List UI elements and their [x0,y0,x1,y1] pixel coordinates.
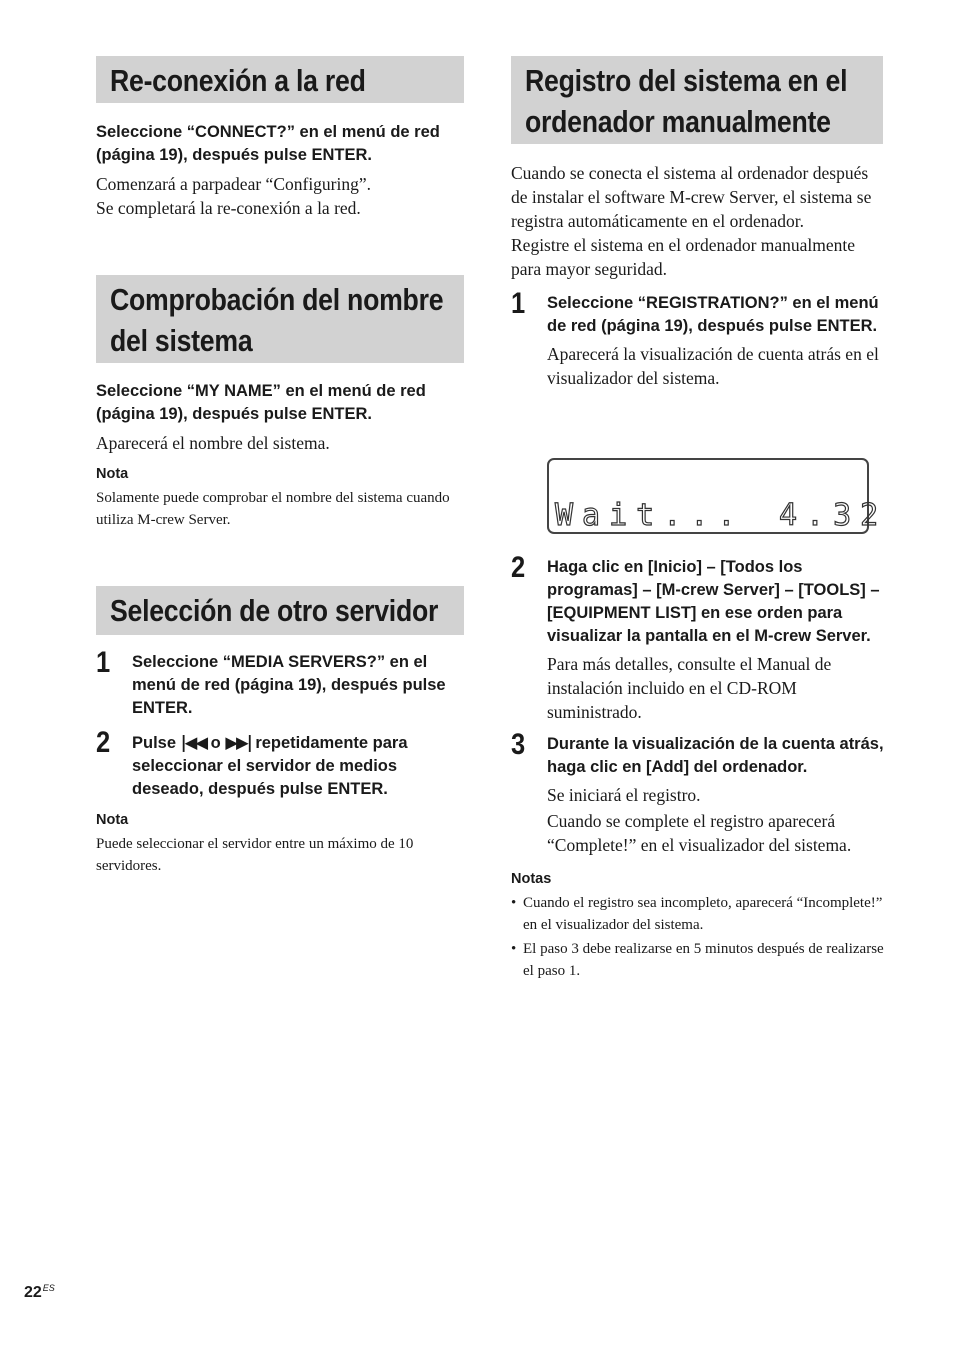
step-number: 2 [96,726,111,759]
system-display [547,458,888,534]
instruction-text: Seleccione “MEDIA SERVERS?” en el menú de red (página 19), después pulse ENTER. [132,653,446,717]
step-2 [96,726,464,801]
step-number: 1 [96,646,111,679]
section-header-registration [511,56,883,144]
section-title: del sistema [110,323,253,358]
notes-title: Notas [511,871,552,887]
instruction-text: Pulse |◀◀ o ▶▶| repetidamente para seleccionar el servidor de medios deseado, después pulse ENTER. [132,733,408,798]
section-title: Re-conexión a la red [110,63,366,98]
display-message: Wait... [555,498,745,533]
body-text: Cuando se conecta el sistema al ordenador después de instalar el software M-crew Server, el sistema se registra automáticamente en el ordenador. [511,163,872,231]
right-column [511,56,883,390]
section-title: Registro del sistema en el [525,63,848,98]
step-number: 3 [511,728,526,761]
display-countdown: 4.32 [779,498,888,533]
section-title: Selección de otro servidor [110,593,439,628]
section-header-server-select [96,586,464,635]
body-text: Comenzará a parpadear “Configuring”. [96,174,372,194]
instruction-text: Seleccione “CONNECT?” en el menú de red (página 19), después pulse ENTER. [96,123,440,164]
body-text: Registre el sistema en el ordenador manualmente para mayor seguridad. [511,235,856,279]
instruction-text: Seleccione “MY NAME” en el menú de red (página 19), después pulse ENTER. [96,382,426,423]
section-header-reconnect [96,56,464,103]
step-number: 1 [511,287,526,320]
next-track-icon: ▶▶| [225,733,251,752]
section-title: Comprobación del nombre [110,282,444,317]
section-header-name-check [96,275,464,363]
note-title: Nota [96,812,129,828]
note-text: Solamente puede comprobar el nombre del sistema cuando utiliza M-crew Server. [96,490,450,528]
step-3 [511,728,885,857]
note-text: Puede seleccionar el servidor entre un máximo de 10 servidores. [96,836,414,874]
right-column-lower [511,551,885,982]
instruction-text: Durante la visualización de la cuenta atrás, haga clic en [Add] del ordenador. [547,735,884,776]
previous-track-icon: |◀◀ [180,733,207,752]
instruction-text: Haga clic en [Inicio] – [Todos los programas] – [M-crew Server] – [TOOLS] – [EQUIPMENT LIST] en ese orden para visualizar la pantalla en el M-crew Server. [547,558,880,645]
body-text: Se completará la re-conexión a la red. [96,198,361,218]
step-2 [511,551,885,724]
step-1 [96,646,464,720]
body-text: Aparecerá la visualización de cuenta atrás en el visualizador del sistema. [547,344,879,388]
note-item: • Cuando el registro sea incompleto, aparecerá “Incomplete!” en el visualizador del sistema. [511,892,885,936]
instruction-text: Seleccione “REGISTRATION?” en el menú de red (página 19), después pulse ENTER. [547,294,879,335]
step-number: 2 [511,551,526,584]
step-1 [511,287,883,390]
body-text: Para más detalles, consulte el Manual de instalación incluido en el CD-ROM suministrado. [547,654,832,722]
page-number: $22^{ES}$ [24,1283,55,1301]
note-item: • El paso 3 debe realizarse en 5 minutos después de realizarse el paso 1. [511,938,885,982]
body-text: Cuando se complete el registro aparecerá “Complete!” en el visualizador del sistema. [547,811,852,855]
note-title: Nota [96,466,129,482]
left-column [96,56,464,877]
body-text: Se iniciará el registro. [547,785,701,805]
section-title: ordenador manualmente [525,104,831,139]
body-text: Aparecerá el nombre del sistema. [96,433,330,453]
